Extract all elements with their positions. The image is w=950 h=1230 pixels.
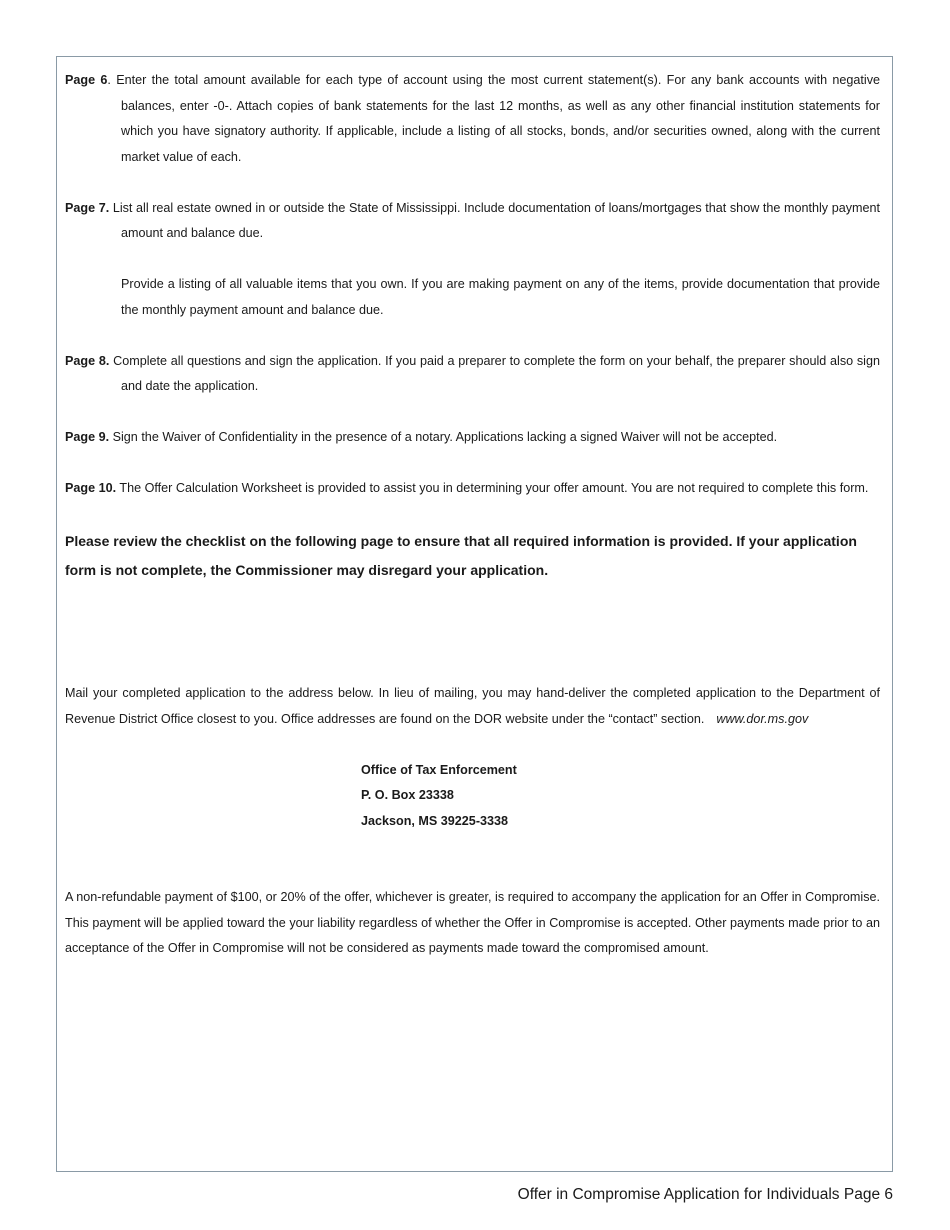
page9-label: Page 9. xyxy=(65,430,110,444)
dor-website-link[interactable]: www.dor.ms.gov xyxy=(716,711,809,726)
page7-instruction xyxy=(65,196,880,247)
instructions-body xyxy=(65,68,880,987)
page7-valuables-instruction: Provide a listing of all valuable items that you own. If you are making payment on any of the items, provide documentation that provide the monthly payment amount and balance due. xyxy=(121,277,880,317)
page9-text: Sign the Waiver of Confidentiality in the presence of a notary. Applications lacking a signed Waiver will not be accepted. xyxy=(109,430,778,444)
address-line-3: Jackson, MS 39225-3338 xyxy=(361,813,509,828)
page8-text: Complete all questions and sign the application. If you paid a preparer to complete the form on your behalf, the preparer should also sign and date the application. xyxy=(109,353,880,393)
page10-text: The Offer Calculation Worksheet is provided to assist you in determining your offer amount. You are not required to complete this form. xyxy=(116,481,869,495)
page7-label: Page 7. xyxy=(65,200,110,215)
page6-label: Page 6 xyxy=(65,73,108,87)
mailing-text: Mail your completed application to the address below. In lieu of mailing, you may hand-deliver the completed application to the Department of Revenue District Office closest to you. Office addresses are found on the DOR website under the “contact” section. xyxy=(65,686,880,726)
page7-text: List all real estate owned in or outside the State of Mississippi. Include documentation of loans/mortgages that show the monthly payment amount and balance due. xyxy=(109,200,880,240)
payment-note: A non-refundable payment of $100, or 20% of the offer, whichever is greater, is required to accompany the application for an Offer in Compromise. This payment will be applied toward the your liability regardless of whether the Offer in Compromise is accepted. Other payments made prior to an acceptance of the Offer in Compromise will not be considered as payments made toward the compromised amount. xyxy=(65,890,880,955)
review-checklist-note: Please review the checklist on the following page to ensure that all required information is provided. If your application form is not complete, the Commissioner may disregard your application. xyxy=(65,533,857,578)
address-line-2: P. O. Box 23338 xyxy=(361,788,454,802)
page8-label: Page 8. xyxy=(65,353,110,368)
page8-instruction xyxy=(65,349,880,400)
page-footer: Offer in Compromise Application for Individuals Page 6 xyxy=(517,1186,893,1203)
page9-instruction xyxy=(65,425,880,451)
address-line-1: Office of Tax Enforcement xyxy=(361,762,517,777)
mailing-instructions xyxy=(65,681,880,732)
mailing-address xyxy=(361,758,880,835)
page10-label: Page 10. xyxy=(65,481,117,495)
page6-instruction xyxy=(65,68,880,170)
page10-instruction xyxy=(65,476,880,502)
page6-text: . Enter the total amount available for each type of account using the most current statement(s). For any bank accounts with negative balances, enter -0-. Attach copies of bank statements for the last 12 months, as well as any other financial institution statements for which you have signatory authority. If applicable, include a listing of all stocks, bonds, and/or securities owned, along with the current market value of each. xyxy=(107,73,881,164)
